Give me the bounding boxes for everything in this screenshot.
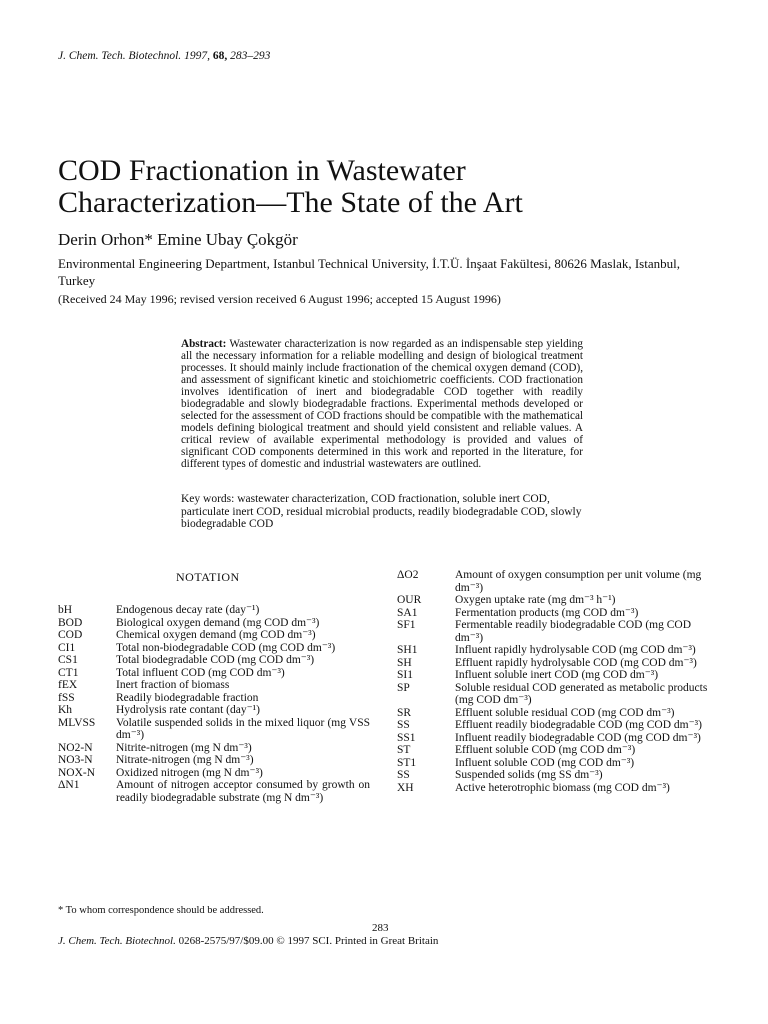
abstract-text: Wastewater characterization is now regarded as an indispensable step yielding all the necessary information for a reliable modelling and design of biological treatment processes. It should mainly include fractionation of the chemical oxygen demand (COD), and assessment of significant kinetic and stoichiometric coefficients. COD fractionation involves identification of inert and biodegradable COD together with readily biodegradable and slowly biodegradable fractions. Experimental methods developed or selected for the assessment of COD fractions should be compatible with the mathematical models defining biological treatment and should yield consistent and reliable values. A critical review of available experimental methodology is provided and values of significant COD components determined in this work and reported in the literature, for different types of domestic and industrial wastewaters are outlined. (181, 338, 584, 470)
notation-definition: Influent rapidly hydrolysable COD (mg COD dm⁻³) (455, 644, 696, 656)
page-number: 283 (372, 922, 389, 934)
notation-symbol: ST (397, 744, 411, 756)
notation-symbol: NOX-N (58, 766, 96, 779)
notation-symbol: ST1 (397, 756, 417, 769)
notation-row (397, 732, 709, 745)
keywords: Key words: wastewater characterization, COD fractionation, soluble inert COD, particulate inert COD, residual microbial products, readily biodegradable COD, slowly biodegradable COD (181, 493, 582, 530)
notation-symbol: fSS (58, 691, 75, 704)
notation-symbol: SF1 (397, 619, 416, 631)
notation-row (58, 667, 370, 680)
paper-title (58, 155, 718, 219)
notation-definition: Fermentation products (mg COD dm⁻³) (455, 606, 639, 619)
notation-definition: Oxygen uptake rate (mg dm⁻³ h⁻¹) (455, 594, 616, 606)
notation-symbol: bH (58, 604, 73, 616)
notation-symbol: SS (397, 719, 410, 731)
title-line-1: COD Fractionation in Wastewater (58, 154, 466, 187)
notation-row (58, 742, 370, 755)
notation-row (397, 719, 709, 732)
notation-definition: Hydrolysis rate contant (day⁻¹) (116, 704, 260, 716)
notation-row (397, 707, 709, 720)
notation-definition: Inert fraction of biomass (116, 679, 230, 691)
notation-column-right (397, 569, 709, 794)
notation-row (58, 604, 370, 617)
footer-journal: J. Chem. Tech. Biotechnol. (58, 935, 176, 947)
notation-definition: Total non-biodegradable COD (mg COD dm⁻³) (116, 641, 336, 654)
notation-definition: Total biodegradable COD (mg COD dm⁻³) (116, 654, 315, 666)
footnote: * To whom correspondence should be addressed. (58, 905, 264, 916)
notation-definition: Influent readily biodegradable COD (mg COD dm⁻³) (455, 731, 701, 744)
notation-row (58, 654, 370, 667)
notation-definition: Fermentable readily biodegradable COD (mg COD dm⁻³) (455, 619, 692, 644)
page-footer (58, 935, 438, 947)
notation-symbol: MLVSS (58, 716, 96, 729)
notation-row (58, 754, 370, 767)
notation-symbol: SH1 (397, 644, 418, 656)
notation-symbol: fEX (58, 679, 78, 691)
notation-row (58, 642, 370, 655)
notation-row (58, 704, 370, 717)
notation-definition: Oxidized nitrogen (mg N dm⁻³) (116, 766, 263, 779)
notation-symbol: NO2-N (58, 741, 93, 754)
notation-row (397, 607, 709, 620)
notation-heading: NOTATION (176, 570, 240, 584)
notation-row (397, 594, 709, 607)
notation-symbol: SS (397, 769, 410, 781)
notation-definition: Nitrate-nitrogen (mg N dm⁻³) (116, 754, 254, 766)
notation-definition: Influent soluble COD (mg COD dm⁻³) (455, 756, 635, 769)
notation-definition: Amount of nitrogen acceptor consumed by growth on readily biodegradable substrate (mg N dm⁻³) (116, 779, 370, 804)
notation-row (397, 744, 709, 757)
footer-rest: 0268-2575/97/$09.00 © 1997 SCI. Printed in Great Britain (178, 935, 439, 947)
notation-definition: Total influent COD (mg COD dm⁻³) (116, 666, 285, 679)
notation-definition: Active heterotrophic biomass (mg COD dm⁻³) (455, 781, 670, 794)
authors: Derin Orhon* Emine Ubay Çokgör (58, 230, 298, 249)
notation-symbol: SS1 (397, 731, 416, 744)
notation-definition: Nitrite-nitrogen (mg N dm⁻³) (116, 741, 252, 754)
notation-symbol: XH (397, 781, 414, 794)
notation-definition: Amount of oxygen consumption per unit volume (mg dm⁻³) (455, 569, 702, 594)
notation-row (397, 757, 709, 770)
notation-row (58, 617, 370, 630)
notation-symbol: SR (397, 706, 412, 719)
notation-row (397, 782, 709, 795)
notation-symbol: SP (397, 681, 410, 694)
notation-row (397, 644, 709, 657)
title-line-2: Characterization—The State of the Art (58, 186, 523, 219)
notation-row (58, 767, 370, 780)
affiliation: Environmental Engineering Department, Istanbul Technical University, İ.T.Ü. İnşaat Fakültesi, 80626 Maslak, Istanbul, Turkey (58, 256, 680, 288)
notation-symbol: CT1 (58, 666, 79, 679)
notation-definition: Effluent soluble COD (mg COD dm⁻³) (455, 744, 636, 756)
notation-symbol: SI1 (397, 669, 413, 681)
notation-row (58, 779, 370, 804)
notation-row (58, 679, 370, 692)
notation-definition: Effluent soluble residual COD (mg COD dm⁻³) (455, 706, 675, 719)
notation-row (397, 619, 709, 644)
journal-name: J. Chem. Tech. Biotechnol. (58, 50, 182, 62)
notation-definition: Influent soluble inert COD (mg COD dm⁻³) (455, 669, 659, 681)
notation-symbol: CS1 (58, 654, 78, 666)
abstract-label: Abstract: (181, 338, 227, 350)
journal-year: 1997, (184, 50, 210, 62)
notation-definition: Biological oxygen demand (mg COD dm⁻³) (116, 616, 320, 629)
journal-pages: 283–293 (230, 50, 271, 62)
notation-column-left (58, 604, 370, 804)
abstract (181, 338, 583, 470)
journal-reference (58, 50, 270, 62)
notation-row (58, 629, 370, 642)
notation-definition: Effluent readily biodegradable COD (mg COD dm⁻³) (455, 719, 702, 731)
notation-symbol: SA1 (397, 606, 418, 619)
notation-definition: Volatile suspended solids in the mixed liquor (mg VSS dm⁻³) (116, 716, 370, 741)
notation-definition: Soluble residual COD generated as metabolic products (mg COD dm⁻³) (455, 681, 708, 706)
journal-volume: 68, (212, 50, 228, 62)
notation-row (58, 692, 370, 705)
notation-definition: Effluent rapidly hydrolysable COD (mg COD dm⁻³) (455, 656, 697, 669)
notation-symbol: ΔO2 (397, 569, 419, 581)
notation-definition: Readily biodegradable fraction (116, 691, 259, 704)
notation-symbol: SH (397, 656, 412, 669)
notation-row (397, 769, 709, 782)
notation-definition: Suspended solids (mg SS dm⁻³) (455, 769, 603, 781)
notation-row (58, 717, 370, 742)
notation-row (397, 569, 709, 594)
notation-symbol: BOD (58, 616, 83, 629)
received-dates: (Received 24 May 1996; revised version received 6 August 1996; accepted 15 August 1996) (58, 292, 501, 306)
notation-symbol: NO3-N (58, 754, 93, 766)
notation-symbol: ΔN1 (58, 779, 80, 791)
notation-row (397, 682, 709, 707)
notation-definition: Chemical oxygen demand (mg COD dm⁻³) (116, 629, 316, 641)
notation-definition: Endogenous decay rate (day⁻¹) (116, 604, 260, 616)
notation-symbol: COD (58, 629, 83, 641)
notation-symbol: Kh (58, 704, 73, 716)
notation-symbol: CI1 (58, 641, 76, 654)
notation-row (397, 669, 709, 682)
notation-symbol: OUR (397, 594, 422, 606)
notation-row (397, 657, 709, 670)
